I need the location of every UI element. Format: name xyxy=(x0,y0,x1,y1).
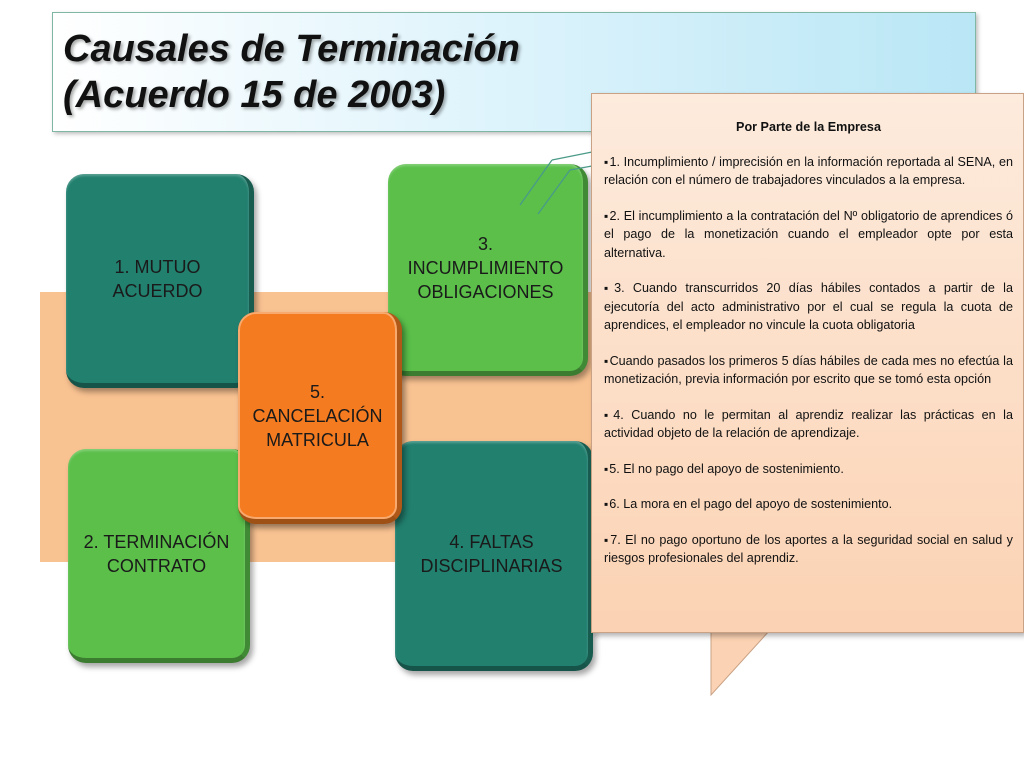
box-terminacion-contrato-label: 2. TERMINACIÓN CONTRATO xyxy=(83,531,230,576)
box-cancelacion-matricula-label: 5. CANCELACIÓN MATRICULA xyxy=(252,381,383,450)
box-cancelacion-matricula xyxy=(238,312,402,524)
box-faltas-disciplinarias xyxy=(395,441,593,671)
box-terminacion-contrato xyxy=(68,449,250,663)
box-mutuo-acuerdo-label: 1. MUTUO ACUERDO xyxy=(112,256,203,301)
box-faltas-disciplinarias-label: 4. FALTAS DISCIPLINARIAS xyxy=(420,531,563,576)
callout-item-8: ▪ 7. El no pago oportuno de los aportes a la seguridad social en salud y riesgos profesionales del aprendiz. xyxy=(604,531,1013,568)
callout-item-5: ▪ 4. Cuando no le permitan al aprendiz realizar las prácticas en la actividad objeto de la relación de aprendizaje. xyxy=(604,406,1013,443)
callout-empresa xyxy=(591,93,1024,633)
callout-leader-line-2 xyxy=(552,152,592,160)
callout-item-7: ▪ 6. La mora en el pago del apoyo de sostenimiento. xyxy=(604,495,1013,514)
callout-item-2: ▪ 2. El incumplimiento a la contratación del Nº obligatorio de aprendices ó el pago de la monetización cuando el empleador opte por esta alternativa. xyxy=(604,207,1013,263)
callout-item-3: ▪ 3. Cuando transcurridos 20 días hábiles contados a partir de la ejecutoría del acto administrativo por el cual se regula la cuota de aprendices, el empleador no vincule la cuota obligatoria xyxy=(604,279,1013,335)
slide-title-line-2: (Acuerdo 15 de 2003) xyxy=(63,74,446,116)
box-incumplimiento-obligaciones xyxy=(388,164,588,376)
slide-title-line-1: Causales de Terminación xyxy=(63,28,520,70)
callout-heading: Por Parte de la Empresa xyxy=(736,120,881,134)
box-incumplimiento-obligaciones-label: 3. INCUMPLIMIENTO OBLIGACIONES xyxy=(407,233,564,302)
slide-title xyxy=(63,26,520,118)
callout-item-6: ▪ 5. El no pago del apoyo de sostenimiento. xyxy=(604,460,1013,479)
callout-bottom-tail xyxy=(711,630,770,695)
callout-item-4: ▪ Cuando pasados los primeros 5 días hábiles de cada mes no efectúa la monetización, previa información por escrito que se tomó esta opción xyxy=(604,352,1013,389)
box-mutuo-acuerdo xyxy=(66,174,254,388)
callout-item-1: ▪ 1. Incumplimiento / imprecisión en la información reportada al SENA, en relación con el número de trabajadores vinculados a la empresa. xyxy=(604,153,1013,190)
